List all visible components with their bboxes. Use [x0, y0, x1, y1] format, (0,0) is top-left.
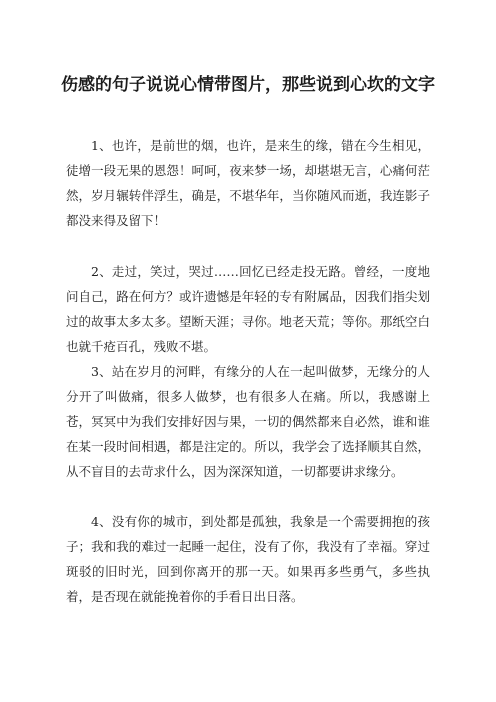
paragraph-1: 1、也许，是前世的烟，也许，是来生的缘，错在今生相见，徒增一段无果的恩怨！呵呵，夜来梦一场，却堪堪无言，心痛何茫然，岁月辗转伴浮生，确是，不堪华年，当你随风而逝，我连影子都没来得及留下！ [66, 138, 430, 228]
paragraph-4: 4、没有你的城市，到处都是孤独，我象是一个需要拥抱的孩子；我和我的难过一起睡一起住，没有了你，我没有了幸福。穿过斑驳的旧时光，回到你离开的那一天。如果再多些勇气，多些执着，是否现在就能挽着你的手看日出日落。 [66, 514, 430, 604]
paragraph-3: 3、站在岁月的河畔，有缘分的人在一起叫做梦，无缘分的人分开了叫做痛，很多人做梦，也有很多人在痛。所以，我感谢上苍，冥冥中为我们安排好因与果，一切的偶然都来自必然，谁和谁在某一段时间相遇，都是注定的。所以，我学会了选择顺其自然，从不盲目的去苛求什么，因为深深知道，一切都要讲求缘分。 [66, 364, 430, 479]
paragraph-2: 2、走过，笑过，哭过……回忆已经走投无路。曾经，一度地问自己，路在何方？或许遗憾是年轻的专有附属品，因我们指尖划过的故事太多太多。望断天涯；寻你。地老天荒；等你。那纸空白也就千疮百孔，残败不堪。 [66, 264, 430, 354]
document-title: 伤感的句子说说心情带图片，那些说到心坎的文字 [61, 75, 435, 95]
